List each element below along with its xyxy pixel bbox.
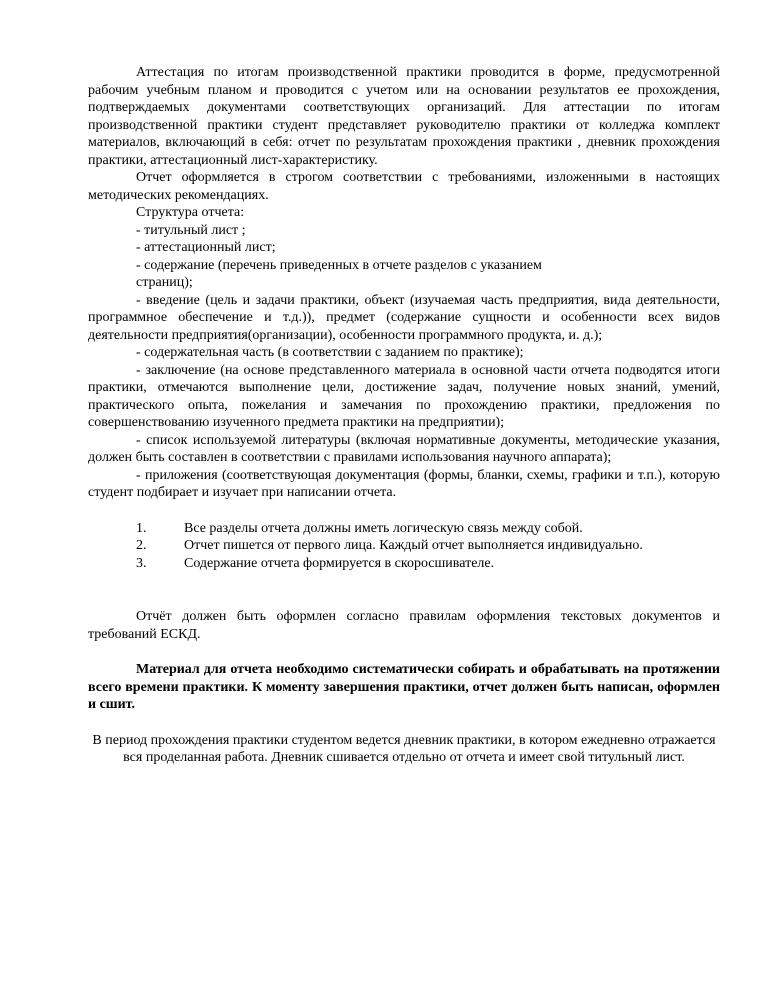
spacer xyxy=(88,714,720,732)
list-number: 3. xyxy=(136,555,147,571)
document-body xyxy=(88,64,720,767)
structure-item-appendices: - приложения (соответствующая документация (формы, бланки, схемы, графики и т.п.), которую студент подбирает и изучает при написании отчета. xyxy=(88,467,720,500)
structure-item-main-part: - содержательная часть (в соответствии с заданием по практике); xyxy=(136,345,524,360)
structure-item-introduction: - введение (цель и задачи практики, объект (изучаемая часть предприятия, вида деятельности, программное обеспечение и т.д.)), предмет (содержание сущности и особенности всех видов деятельности предприятия(организации), особенности программного продукта, и. д.); xyxy=(88,292,720,343)
spacer xyxy=(88,572,720,608)
list-number: 1. xyxy=(136,520,147,536)
structure-item-title-page: - титульный лист ; xyxy=(136,222,246,238)
structure-item-conclusion: - заключение (на основе представленного материала в основной части отчета подводятся итоги практики, отмечаются выполнение цели, достижение задач, получение новых знаний, умений, практического опыта, пожелания и замечания по прохождению практики, предложения по совершенствованию изученного предмета практики на предприятии); xyxy=(88,362,720,430)
list-text: Отчет пишется от первого лица. Каждый отчет выполняется индивидуально. xyxy=(184,538,643,553)
numbered-list xyxy=(88,520,720,573)
list-item xyxy=(88,555,720,573)
paragraph-attestation: Аттестация по итогам производственной практики проводится в форме, предусмотренной рабочим учебным планом и проводится с учетом или на основании результатов ее прохождения, подтверждаемых документами соответствующих организаций. Для аттестации по итогам производственной практики студент представляет руководителю практики от колледжа комплект материалов, включающий в себя: отчет по результатам прохождения практики , дневник прохождения практики, аттестационный лист-характеристику. xyxy=(88,65,720,168)
list-text: Все разделы отчета должны иметь логическую связь между собой. xyxy=(184,520,583,536)
list-text: Содержание отчета формируется в скоросшивателе. xyxy=(184,555,495,571)
list-number: 2. xyxy=(136,538,147,553)
paragraph-eskd: Отчёт должен быть оформлен согласно правилам оформления текстовых документов и требований ЕСКД. xyxy=(88,609,720,642)
structure-item-contents-cont: страниц); xyxy=(136,275,193,290)
structure-item-attestation-sheet: - аттестационный лист; xyxy=(136,240,276,255)
structure-item-contents: - содержание (перечень приведенных в отчете разделов с указанием xyxy=(136,257,542,273)
list-item xyxy=(88,520,720,538)
structure-title: Структура отчета: xyxy=(136,205,245,220)
paragraph-diary: В период прохождения практики студентом ведется дневник практики, в котором ежедневно отражается вся проделанная работа. Дневник сшивается отдельно от отчета и имеет свой титульный лист. xyxy=(92,732,716,765)
spacer xyxy=(88,643,720,661)
paragraph-report-format: Отчет оформляется в строгом соответствии с требованиями, изложенными в настоящих методических рекомендациях. xyxy=(88,170,720,203)
list-item xyxy=(88,537,720,555)
structure-item-bibliography: - список используемой литературы (включая нормативные документы, методические указания, должен быть составлен в соответствии с правилами использования научного аппарата); xyxy=(88,432,720,465)
paragraph-bold-note: Материал для отчета необходимо систематически собирать и обрабатывать на протяжении всего времени практики. К моменту завершения практики, отчет должен быть написан, оформлен и сшит. xyxy=(88,662,720,712)
